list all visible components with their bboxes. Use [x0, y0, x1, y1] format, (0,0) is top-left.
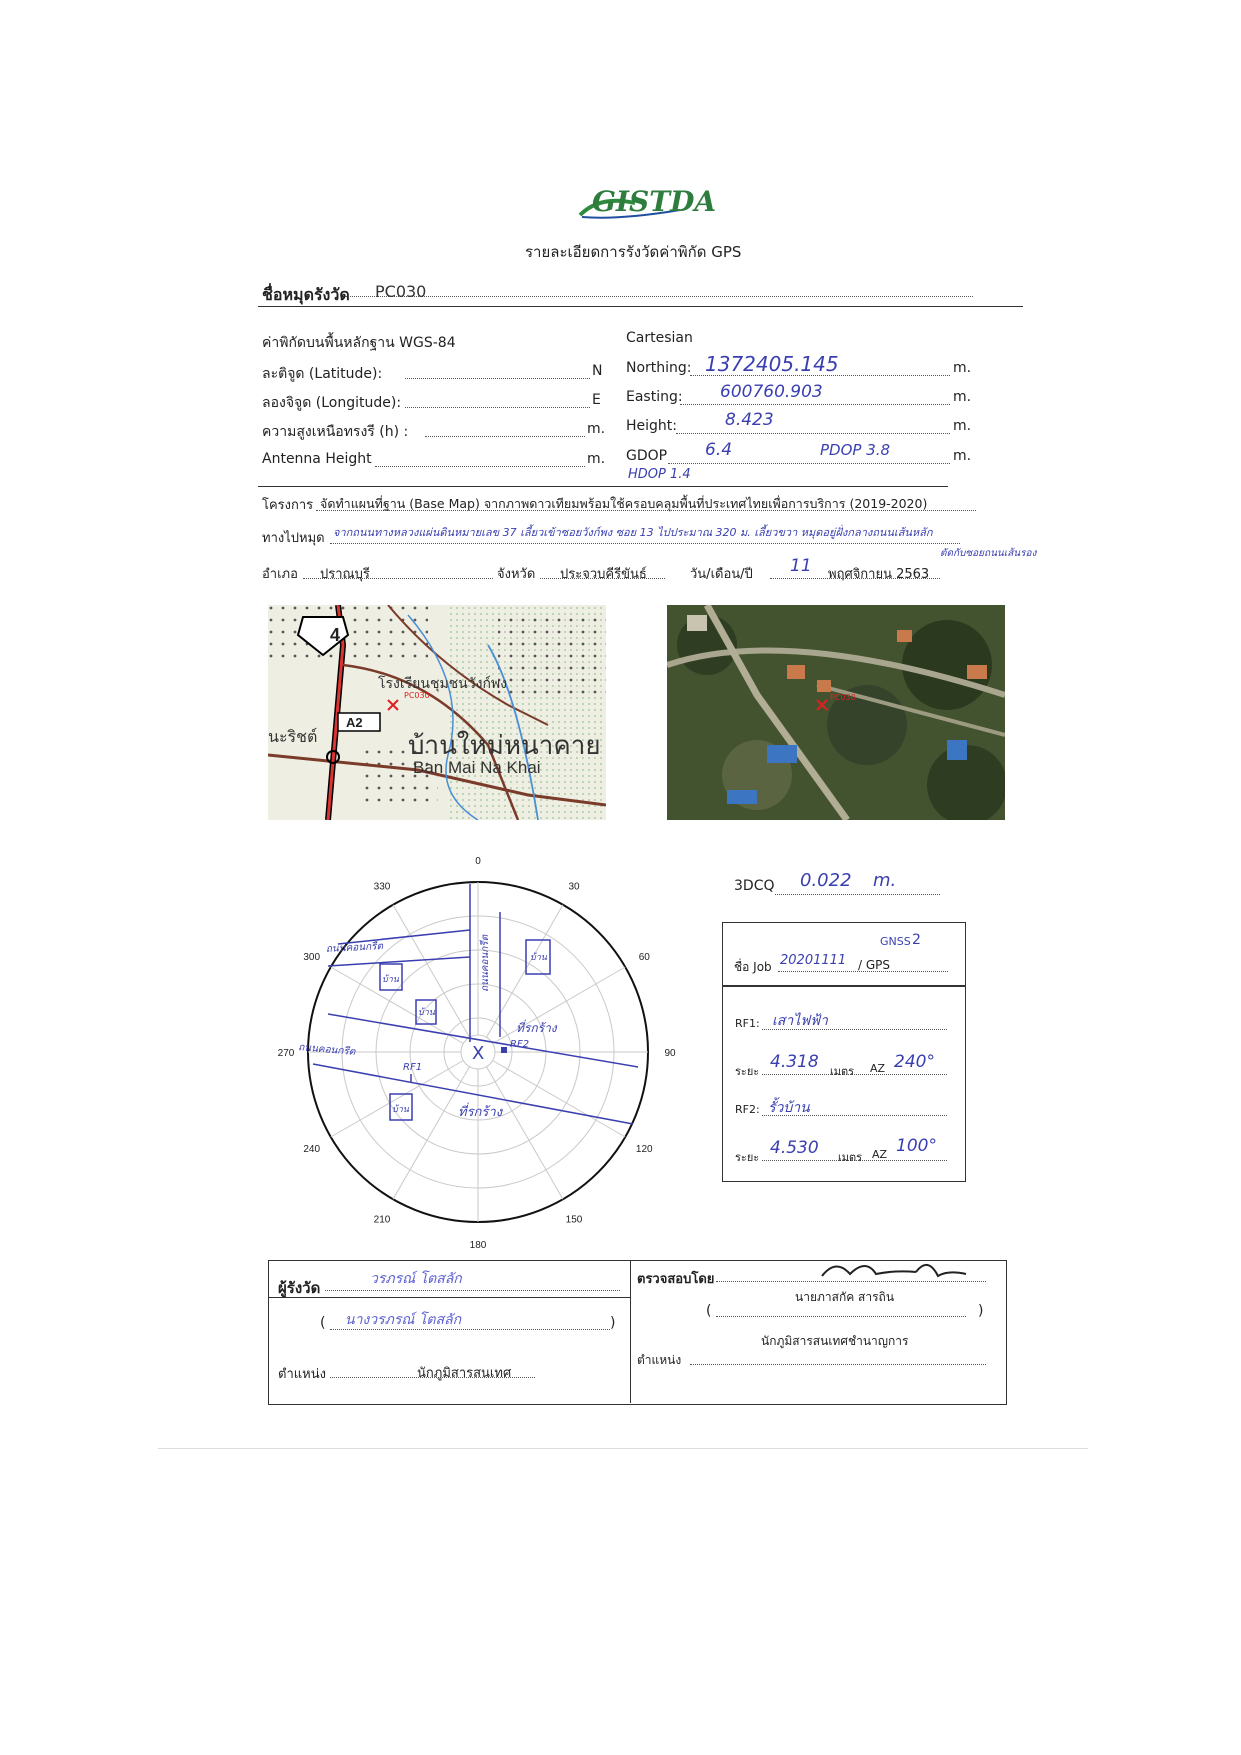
- sky-angle-label: 0: [475, 856, 481, 867]
- station-value: PC030: [375, 282, 427, 301]
- topo-marker-label: PC030: [404, 691, 430, 700]
- vacant-label: ที่รกร้าง: [458, 1105, 503, 1120]
- topo-village-th: บ้านใหม่หนาคาย: [408, 731, 601, 761]
- lon-label: ลองจิจูด (Longitude):: [262, 395, 402, 411]
- checker-paren-dots: [716, 1316, 966, 1317]
- rf2-value: รั้วบ้าน: [768, 1100, 810, 1116]
- checker-paren-close: ): [978, 1303, 984, 1319]
- date-label: วัน/เดือน/ปี: [690, 567, 753, 582]
- sky-angle-label: 90: [664, 1048, 676, 1059]
- hdop-value: HDOP 1.4: [628, 467, 691, 482]
- checker-position: นักภูมิสารสนเทศชำนาญการ: [761, 1334, 909, 1348]
- sat-marker-label: PC030: [830, 693, 856, 702]
- checker-position-label: ตำแหน่ง: [637, 1353, 682, 1367]
- topo-village-en: Ban Mai Na Khai: [413, 758, 541, 777]
- sky-plot: [260, 852, 680, 1272]
- topo-map: [268, 605, 606, 820]
- sky-angle-label: 330: [373, 881, 391, 893]
- dist1-dots: [762, 1074, 947, 1075]
- province-value: ประจวบคีรีขันธ์: [560, 567, 647, 582]
- route-note: ตัดกับซอยถนนเส้นรอง: [940, 548, 1037, 559]
- logo-text: GISTDA: [592, 185, 717, 218]
- checker-paren-open: (: [706, 1303, 712, 1319]
- house-label: บ้าน: [418, 1008, 435, 1018]
- surveyor-signature: วรภรณ์ โตสลัก: [370, 1271, 462, 1287]
- height-unit: m.: [953, 418, 972, 434]
- wgs-heading: ค่าพิกัดบนพื้นหลักฐาน WGS-84: [262, 335, 456, 351]
- gdop-value: 6.4: [705, 440, 733, 460]
- az1-label: AZ: [870, 1062, 886, 1075]
- route-shield-label: 4: [330, 625, 341, 645]
- height-value: 8.423: [725, 410, 774, 430]
- gnss-label: GNSS: [880, 935, 911, 948]
- dist1-label: ระยะ: [735, 1065, 760, 1078]
- checker-position-dots: [690, 1364, 986, 1365]
- easting-unit: m.: [953, 389, 972, 405]
- station-rule: [258, 306, 1023, 307]
- az2-label: AZ: [872, 1148, 888, 1161]
- dist2-unit: เมตร: [838, 1151, 863, 1164]
- surveyor-paren-open: (: [320, 1315, 326, 1331]
- lon-unit: E: [592, 392, 601, 408]
- lon-dots: [405, 407, 590, 408]
- surveyor-dots: [325, 1290, 620, 1291]
- dcq-label: 3DCQ: [734, 878, 775, 894]
- project-label: โครงการ: [262, 498, 314, 513]
- az1-value: 240°: [894, 1052, 935, 1072]
- antenna-label: Antenna Height: [262, 451, 372, 467]
- house-label: บ้าน: [382, 975, 399, 985]
- page-title: รายละเอียดการรังวัดค่าพิกัด GPS: [525, 243, 742, 261]
- height-label: Height:: [626, 418, 677, 434]
- dcq-dots: [775, 894, 940, 895]
- route-dots: [330, 543, 960, 544]
- road-w-label: ถนนคอนกรีต: [297, 1042, 356, 1058]
- sky-angle-label: 180: [469, 1240, 487, 1251]
- sky-angle-label: 240: [303, 1144, 321, 1155]
- house-label: บ้าน: [530, 953, 547, 963]
- cartesian-heading: Cartesian: [626, 330, 693, 346]
- sky-angle-label: 120: [635, 1144, 653, 1155]
- road-code-label: A2: [346, 715, 363, 730]
- rf2-marker: [501, 1047, 507, 1053]
- dist1-value: 4.318: [770, 1052, 819, 1072]
- sky-angle-label: 300: [303, 952, 321, 963]
- rf2-label: RF2:: [735, 1103, 760, 1116]
- satellite-map: [667, 605, 1005, 820]
- surveyor-position: นักภูมิสารสนเทศ: [417, 1366, 512, 1381]
- project-value: จัดทำแผนที่ฐาน (Base Map) จากภาพดาวเทียมพร้อมใช้ครอบคลุมพื้นที่ประเทศไทยเพื่อการบริการ (2019-2020): [320, 496, 928, 511]
- road-nw-label: ถนนคอนกรีต: [325, 941, 384, 955]
- gnss-value: 2: [912, 932, 921, 948]
- h-label: ความสูงเหนือทรงรี (h) :: [262, 424, 409, 440]
- checker-name: นายภาสกัค สารถิน: [795, 1290, 895, 1304]
- station-dots: [345, 296, 973, 297]
- gdop-dots: [668, 463, 950, 464]
- date-month-year: พฤศจิกายน 2563: [828, 567, 930, 582]
- job-value: 20201111: [780, 953, 847, 968]
- dcq-value: 0.022: [800, 870, 852, 891]
- gps-label: / GPS: [858, 958, 891, 972]
- antenna-dots: [375, 466, 585, 467]
- h-dots: [425, 436, 585, 437]
- surveyor-paren-close: ): [610, 1315, 616, 1331]
- gistda-logo: [560, 175, 717, 225]
- job-label: ชื่อ Job: [734, 960, 772, 974]
- az2-value: 100°: [896, 1136, 937, 1156]
- topo-left-text: นะริชต์: [268, 727, 318, 746]
- dcq-unit: m.: [873, 870, 897, 891]
- sky-angle-label: 150: [565, 1214, 583, 1226]
- vacant-label: ที่รกร้าง: [516, 1021, 557, 1035]
- center-mark: X: [472, 1043, 485, 1064]
- rf1-sky-label: RF1: [403, 1062, 423, 1073]
- easting-label: Easting:: [626, 389, 683, 405]
- checker-label: ตรวจสอบโดย: [637, 1272, 715, 1287]
- northing-value: 1372405.145: [705, 352, 839, 376]
- surveyor-position-label: ตำแหน่ง: [278, 1367, 326, 1382]
- easting-dots: [680, 404, 950, 405]
- northing-label: Northing:: [626, 360, 692, 376]
- sky-angle-label: 60: [638, 952, 650, 963]
- surveyor-paren-name: นางวรภรณ์ โตสลัก: [345, 1312, 462, 1328]
- station-label: ชื่อหมุดรังวัด: [262, 285, 350, 304]
- surveyor-label: ผู้รังวัด: [278, 1279, 321, 1297]
- sky-plot-svg: [260, 852, 680, 1272]
- pdop-value: PDOP 3.8: [820, 441, 891, 459]
- rf1-value: เสาไฟฟ้า: [772, 1013, 828, 1029]
- lat-unit: N: [592, 363, 603, 379]
- project-rule-top: [258, 486, 948, 487]
- gdop-unit: m.: [953, 448, 972, 464]
- rf1-label: RF1:: [735, 1017, 760, 1030]
- page-bottom-rule: [158, 1448, 1088, 1449]
- checker-signature-icon: [816, 1248, 976, 1284]
- province-label: จังหวัด: [497, 567, 536, 582]
- signoff-hdivider: [268, 1297, 630, 1298]
- easting-value: 600760.903: [720, 382, 823, 402]
- height-dots: [676, 433, 950, 434]
- sky-angle-label: 270: [277, 1048, 295, 1059]
- dist2-value: 4.530: [770, 1138, 819, 1158]
- house-label: บ้าน: [392, 1105, 409, 1115]
- sky-angle-label: 210: [373, 1214, 391, 1226]
- road-vertical-label: ถนนคอนกรีต: [480, 934, 491, 992]
- rf2-sky-label: RF2: [510, 1039, 530, 1050]
- route-label: ทางไปหมุด: [262, 531, 325, 546]
- amphoe-label: อำเภอ: [262, 567, 298, 582]
- signoff-divider: [630, 1260, 631, 1403]
- sky-angle-label: 30: [568, 881, 580, 893]
- antenna-unit: m.: [587, 451, 606, 467]
- date-day: 11: [790, 556, 812, 576]
- dist2-label: ระยะ: [735, 1151, 760, 1164]
- amphoe-value: ปราณบุรี: [320, 567, 370, 582]
- lat-label: ละติจูด (Latitude):: [262, 366, 383, 382]
- topo-school-label: โรงเรียนชุมชนวังก์พง: [378, 676, 507, 692]
- dist1-unit: เมตร: [830, 1065, 855, 1078]
- northing-unit: m.: [953, 360, 972, 376]
- h-unit: m.: [587, 421, 606, 437]
- lat-dots: [405, 378, 590, 379]
- gdop-label: GDOP: [626, 448, 668, 464]
- route-value: จากถนนทางหลวงแผ่นดินหมายเลข 37 เลี้ยวเข้าซอยวังก์พง ซอย 13 ไปประมาณ 320 ม. เลี้ยวขวา หมุดอยู่ฝั่งกลางถนนเส้นหลัก: [333, 526, 933, 539]
